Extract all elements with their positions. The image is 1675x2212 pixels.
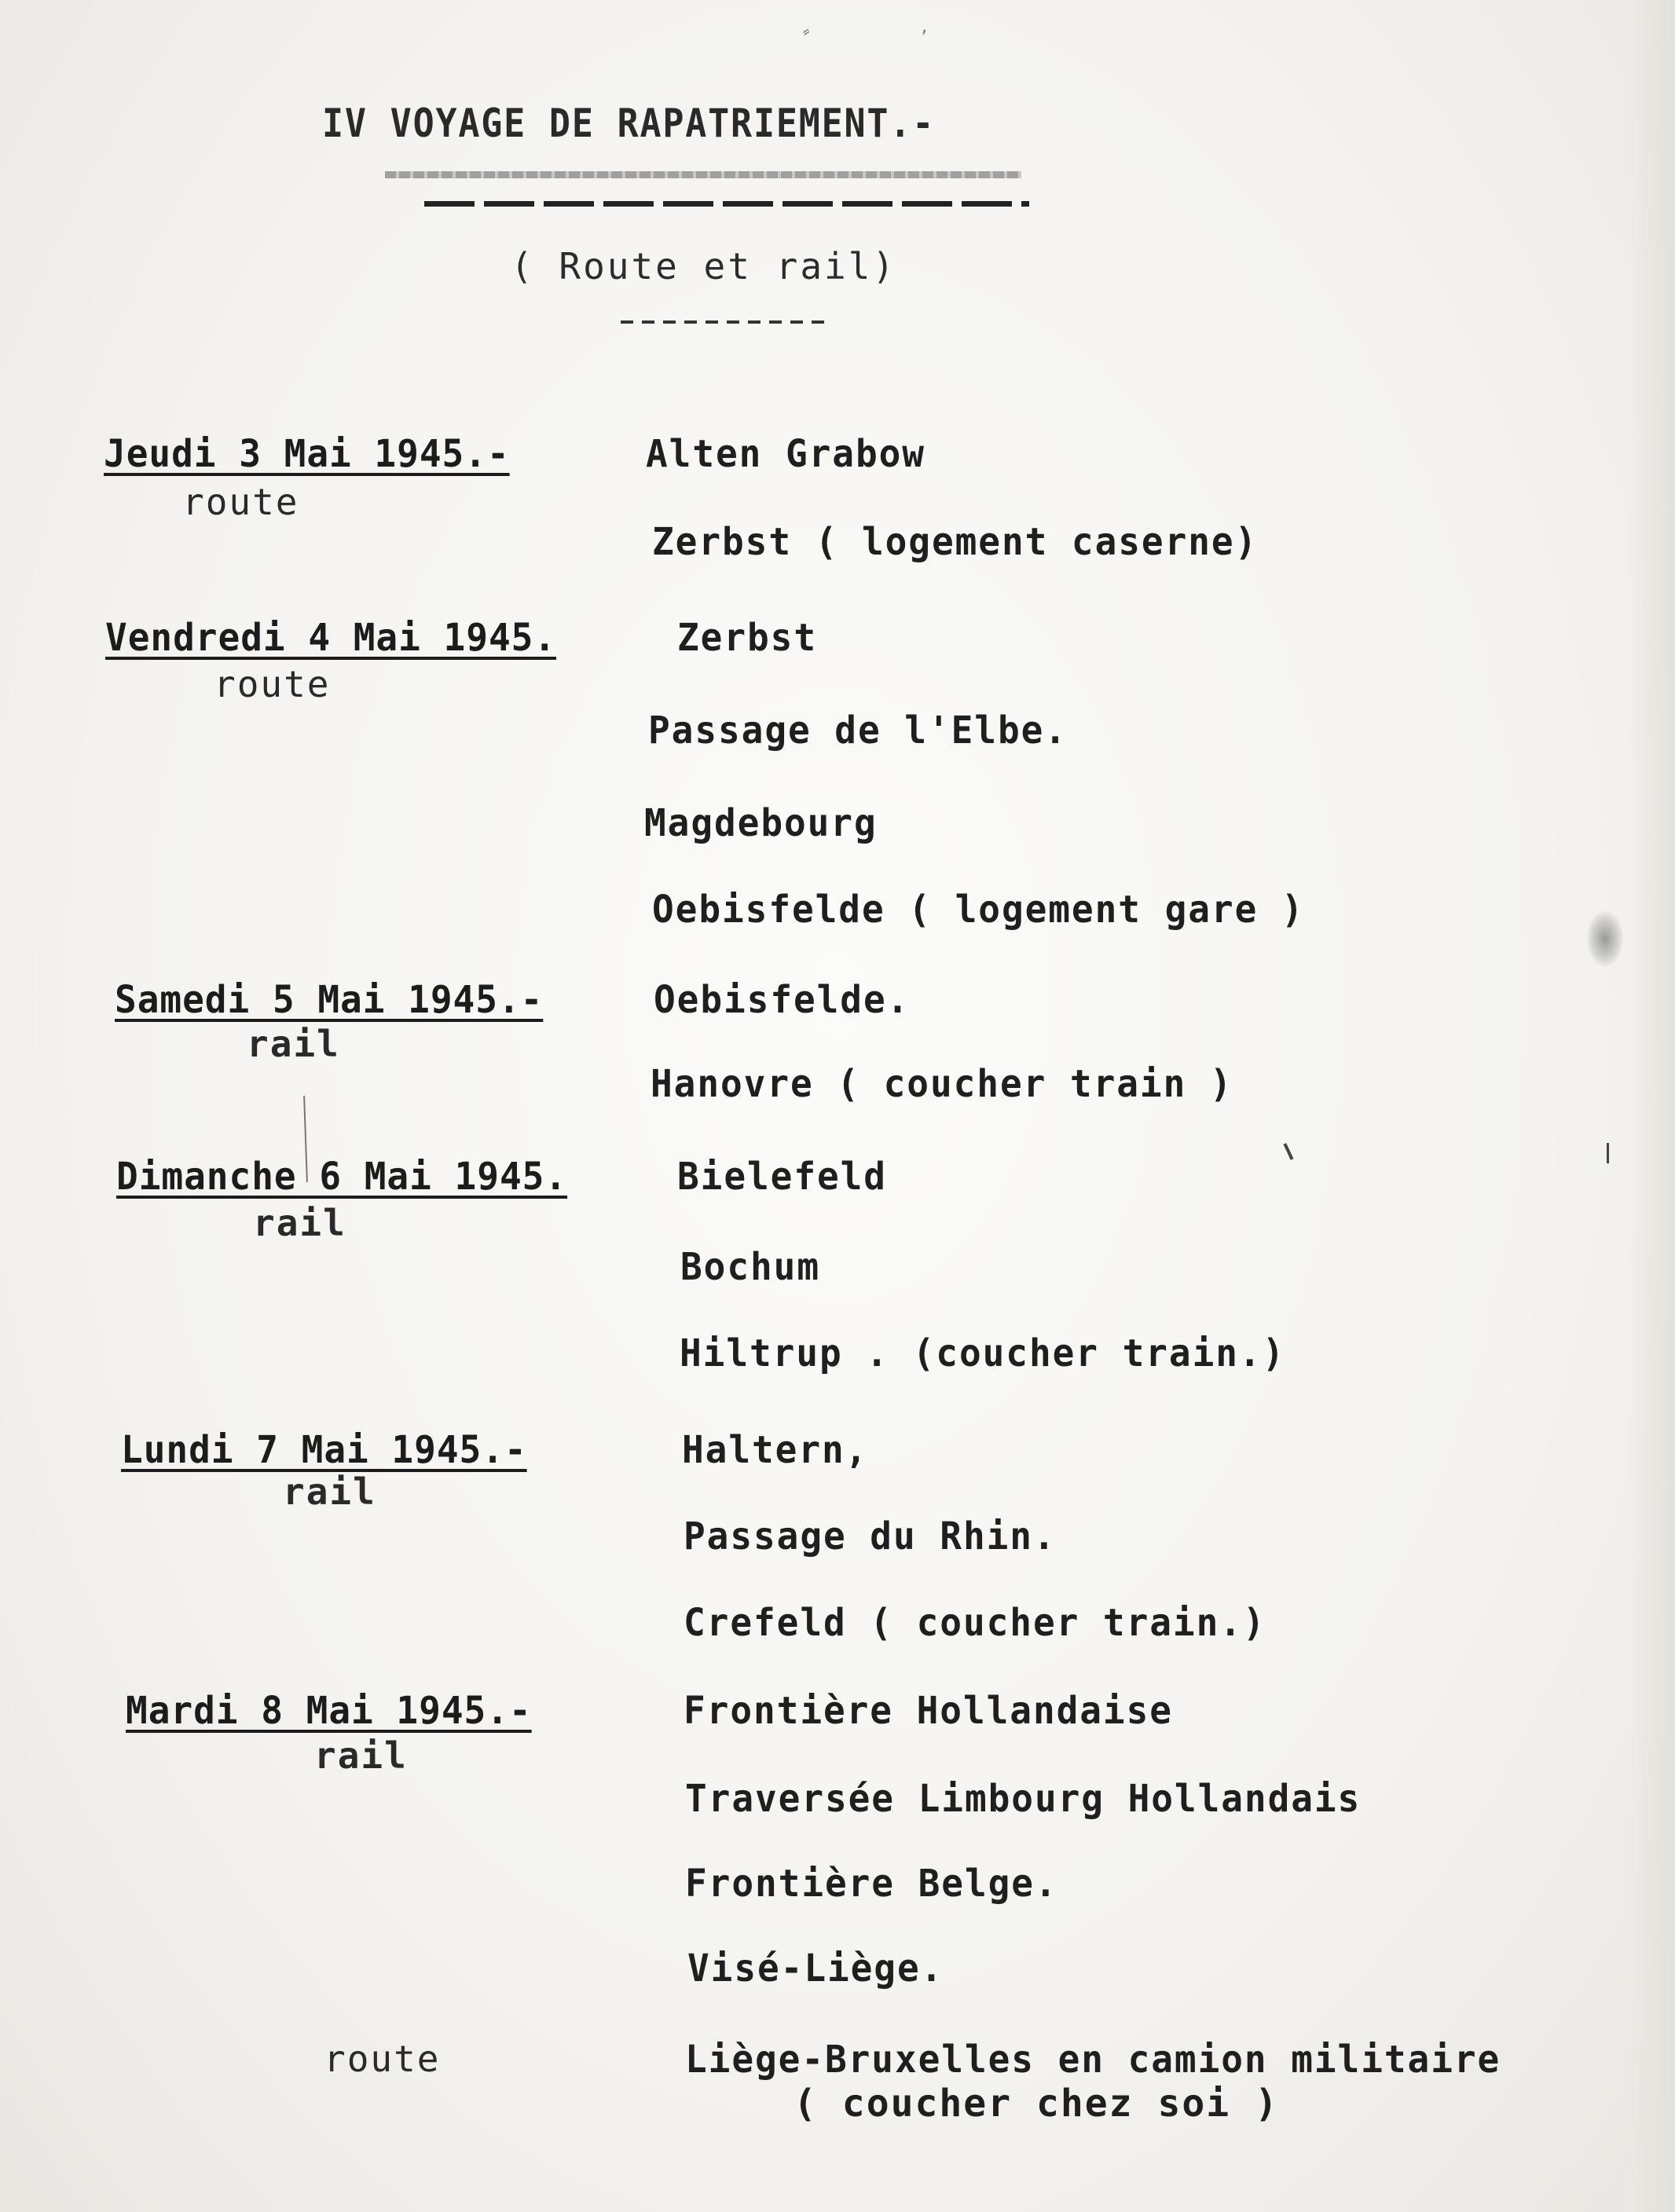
itinerary-stop: Traversée Limbourg Hollandais [685, 1777, 1362, 1821]
stray-mark [1607, 1143, 1609, 1163]
itinerary-stop: Oebisfelde ( logement gare ) [652, 888, 1305, 932]
itinerary-stop: Passage du Rhin. [684, 1514, 1057, 1558]
day-date: Mardi 8 Mai 1945.- [126, 1689, 532, 1733]
itinerary-stop: Liège-Bruxelles en camion militaire [685, 2038, 1501, 2082]
stray-mark: , [919, 17, 930, 37]
day-mode: route [324, 2038, 441, 2080]
day-mode: route [214, 663, 331, 705]
day-date: Jeudi 3 Mai 1945.- [104, 432, 510, 476]
itinerary-stop: Alten Grabow [646, 432, 925, 476]
title-strikethrough-rule [385, 171, 1021, 178]
subtitle-underline [621, 320, 825, 324]
paper-edge-shadow [1628, 0, 1675, 2212]
itinerary-stop: Frontière Hollandaise [684, 1689, 1173, 1733]
itinerary-stop: Crefeld ( coucher train.) [684, 1601, 1266, 1645]
itinerary-stop: Hanovre ( coucher train ) [651, 1062, 1233, 1106]
day-mode: rail [253, 1202, 346, 1244]
day-date: Dimanche 6 Mai 1945. [116, 1155, 568, 1199]
day-mode: rail [314, 1734, 408, 1777]
document-subtitle: ( Route et rail) [511, 245, 897, 287]
itinerary-stop: Frontière Belge. [685, 1862, 1058, 1906]
itinerary-stop: Hiltrup . (coucher train.) [680, 1331, 1286, 1375]
day-mode: route [182, 481, 299, 523]
ink-smudge [1587, 911, 1623, 966]
itinerary-stop: Bielefeld [677, 1155, 887, 1199]
document-title: IV VOYAGE DE RAPATRIEMENT.- [322, 101, 936, 146]
itinerary-stop: Bochum [680, 1245, 820, 1289]
title-underline [424, 201, 1029, 207]
itinerary-stop: Zerbst ( logement caserne) [652, 520, 1259, 564]
day-mode: rail [283, 1470, 376, 1513]
day-date: Samedi 5 Mai 1945.- [115, 978, 544, 1022]
day-mode: rail [247, 1023, 340, 1065]
day-date: Vendredi 4 Mai 1945. [105, 616, 557, 660]
day-date: Lundi 7 Mai 1945.- [121, 1428, 527, 1472]
itinerary-stop: Oebisfelde. [654, 978, 911, 1022]
itinerary-stop: Passage de l'Elbe. [648, 709, 1068, 753]
itinerary-stop: Haltern, [682, 1428, 869, 1472]
itinerary-stop-note: ( coucher chez soi ) [794, 2082, 1279, 2126]
itinerary-stop: Magdebourg [644, 801, 878, 845]
itinerary-stop: Zerbst [677, 616, 817, 660]
itinerary-stop: Visé-Liège. [687, 1946, 944, 1990]
